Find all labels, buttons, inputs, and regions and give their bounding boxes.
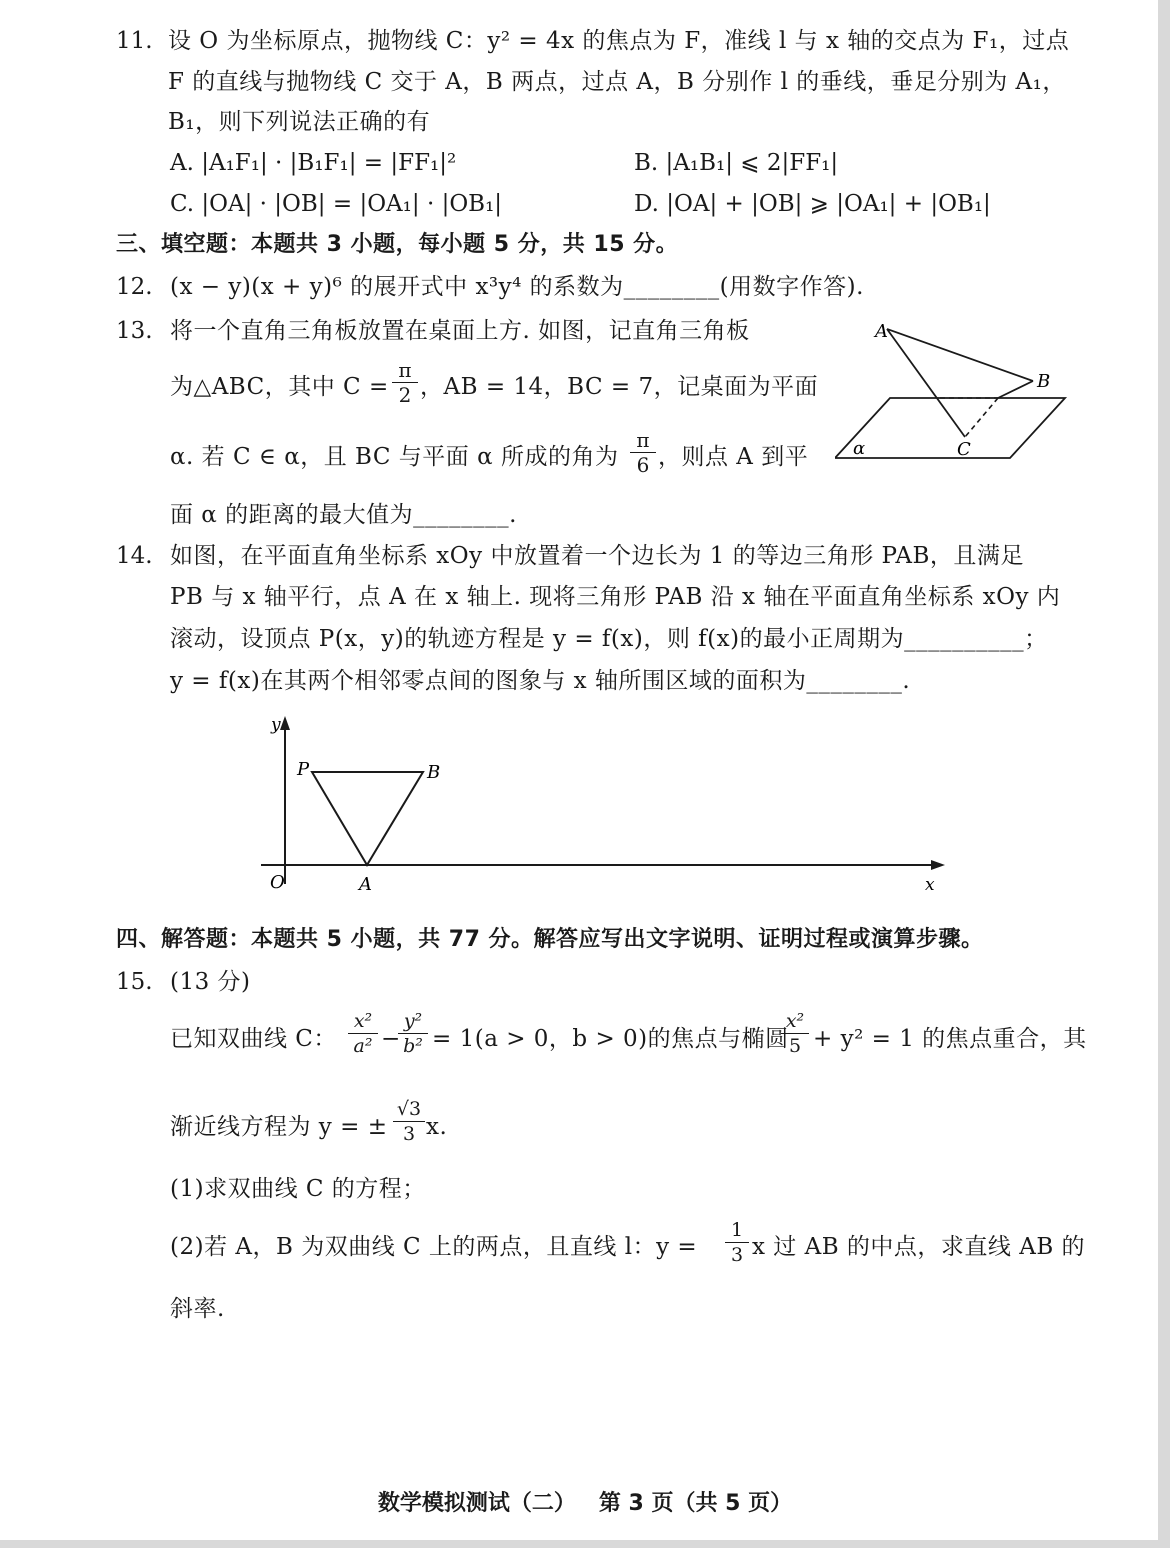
q15-line2-pre: 渐近线方程为 y = ±	[170, 1114, 388, 1140]
label-b: B	[1037, 371, 1051, 392]
q12-number: 12.	[116, 274, 153, 300]
frac-num: x²	[785, 1010, 805, 1032]
q14-line1: 如图，在平面直角坐标系 xOy 中放置着一个边长为 1 的等边三角形 PAB，且满足	[170, 543, 1024, 569]
q12-text: (x − y)(x + y)⁶ 的展开式中 x³y⁴ 的系数为________(用数字作答).	[170, 274, 864, 300]
label-a: A	[359, 874, 372, 895]
frac-num: y²	[403, 1010, 423, 1032]
q14-figure-coordinate-triangle	[255, 712, 955, 897]
scan-edge-bottom	[0, 1540, 1170, 1548]
q15-fraction-x2-5	[781, 1009, 809, 1058]
frac-den: 3	[725, 1242, 749, 1267]
q14-line4: y = f(x)在其两个相邻零点间的图象与 x 轴所围区域的面积为________.	[170, 668, 911, 694]
q14-line3: 滚动，设顶点 P(x，y)的轨迹方程是 y = f(x)，则 f(x)的最小正周期为__________；	[170, 626, 1048, 652]
label-b: B	[427, 762, 441, 783]
q13-figure-triangle-plane	[835, 315, 1075, 470]
label-a: A	[875, 321, 888, 342]
q13-line3-pre: α. 若 C ∈ α，且 BC 与平面 α 所成的角为	[170, 444, 619, 470]
frac-den: b²	[398, 1033, 428, 1058]
q13-line2-pre: 为△ABC，其中 C =	[170, 374, 389, 400]
frac-num: π	[636, 428, 650, 452]
frac-den: 5	[781, 1033, 809, 1058]
frac-den: 6	[630, 452, 656, 477]
frac-den: a²	[348, 1033, 378, 1058]
q13-line1: 将一个直角三角板放置在桌面上方. 如图，记直角三角板	[170, 318, 750, 344]
q13-fraction-pi-over-6	[630, 428, 656, 477]
q11-option-a: A. |A₁F₁| · |B₁F₁| = |FF₁|²	[170, 150, 457, 176]
edge-bc-upper	[998, 381, 1033, 398]
y-axis-arrow-icon	[280, 716, 290, 730]
x-axis-arrow-icon	[931, 860, 945, 870]
q13-number: 13.	[116, 318, 153, 344]
q11-option-d: D. |OA| + |OB| ⩾ |OA₁| + |OB₁|	[634, 191, 991, 217]
q15-part2-pre: (2)若 A，B 为双曲线 C 上的两点，且直线 l：y =	[170, 1234, 698, 1260]
q15-number: 15.	[116, 969, 153, 995]
frac-num: √3	[396, 1098, 422, 1120]
scan-edge-right	[1158, 0, 1170, 1548]
frac-num: 1	[730, 1219, 744, 1241]
q15-part2-line2: 斜率.	[170, 1296, 225, 1322]
q11-option-b: B. |A₁B₁| ⩽ 2|FF₁|	[634, 150, 839, 176]
label-x: x	[925, 875, 935, 895]
q14-number: 14.	[116, 543, 153, 569]
q15-line1-mid: = 1(a > 0，b > 0)的焦点与椭圆	[432, 1026, 789, 1052]
q15-line1-post: + y² = 1 的焦点重合，其	[813, 1026, 1087, 1052]
triangle-pab	[312, 772, 423, 865]
plane-alpha-shape	[835, 398, 1065, 458]
q15-points: (13 分)	[170, 969, 251, 995]
q13-fraction-pi-over-2	[392, 358, 418, 407]
edge-ac	[887, 329, 965, 437]
q15-fraction-x2-a2	[348, 1009, 378, 1058]
q11-line2: F 的直线与抛物线 C 交于 A，B 两点，过点 A，B 分别作 l 的垂线，垂足分别为 A₁，	[168, 69, 1066, 95]
edge-bc-hidden	[965, 398, 998, 437]
frac-den: 3	[393, 1121, 425, 1146]
label-y: y	[271, 715, 281, 735]
section3-title: 三、填空题：本题共 3 小题，每小题 5 分，共 15 分。	[116, 232, 679, 257]
q15-fraction-y2-b2	[398, 1009, 428, 1058]
section4-title: 四、解答题：本题共 5 小题，共 77 分。解答应写出文字说明、证明过程或演算步骤。	[116, 927, 984, 952]
frac-num: x²	[353, 1010, 373, 1032]
q15-part2-post: x 过 AB 的中点，求直线 AB 的	[752, 1234, 1086, 1260]
frac-num: π	[398, 358, 412, 382]
q13-line3-post: ，则点 A 到平	[658, 444, 809, 470]
frac-den: 2	[392, 382, 418, 407]
q13-line2-post: ，AB = 14，BC = 7，记桌面为平面	[420, 374, 819, 400]
q15-fraction-1-3	[725, 1218, 749, 1267]
q11-line1: 设 O 为坐标原点，抛物线 C：y² = 4x 的焦点为 F，准线 l 与 x 轴的交点为 F₁，过点	[168, 28, 1070, 54]
page-footer: 数学模拟测试（二） 第 3 页（共 5 页）	[377, 1491, 793, 1516]
q11-number: 11.	[116, 28, 153, 54]
label-alpha: α	[853, 438, 866, 459]
edge-ab	[887, 329, 1033, 381]
q11-line3: B₁，则下列说法正确的有	[168, 109, 431, 135]
q15-part1: (1)求双曲线 C 的方程；	[170, 1176, 426, 1202]
label-p: P	[297, 759, 310, 780]
q11-option-c: C. |OA| · |OB| = |OA₁| · |OB₁|	[170, 191, 503, 217]
q15-line2-post: x.	[426, 1114, 448, 1140]
q15-fraction-sqrt3-3	[393, 1097, 425, 1146]
q15-line1-pre: 已知双曲线 C：	[170, 1026, 337, 1052]
q13-line4: 面 α 的距离的最大值为________.	[170, 502, 517, 528]
q14-line2: PB 与 x 轴平行，点 A 在 x 轴上. 现将三角形 PAB 沿 x 轴在平面直角坐标系 xOy 内	[170, 584, 1061, 610]
q15-minus: −	[381, 1026, 401, 1052]
label-o: O	[270, 872, 285, 893]
label-c: C	[957, 439, 971, 460]
